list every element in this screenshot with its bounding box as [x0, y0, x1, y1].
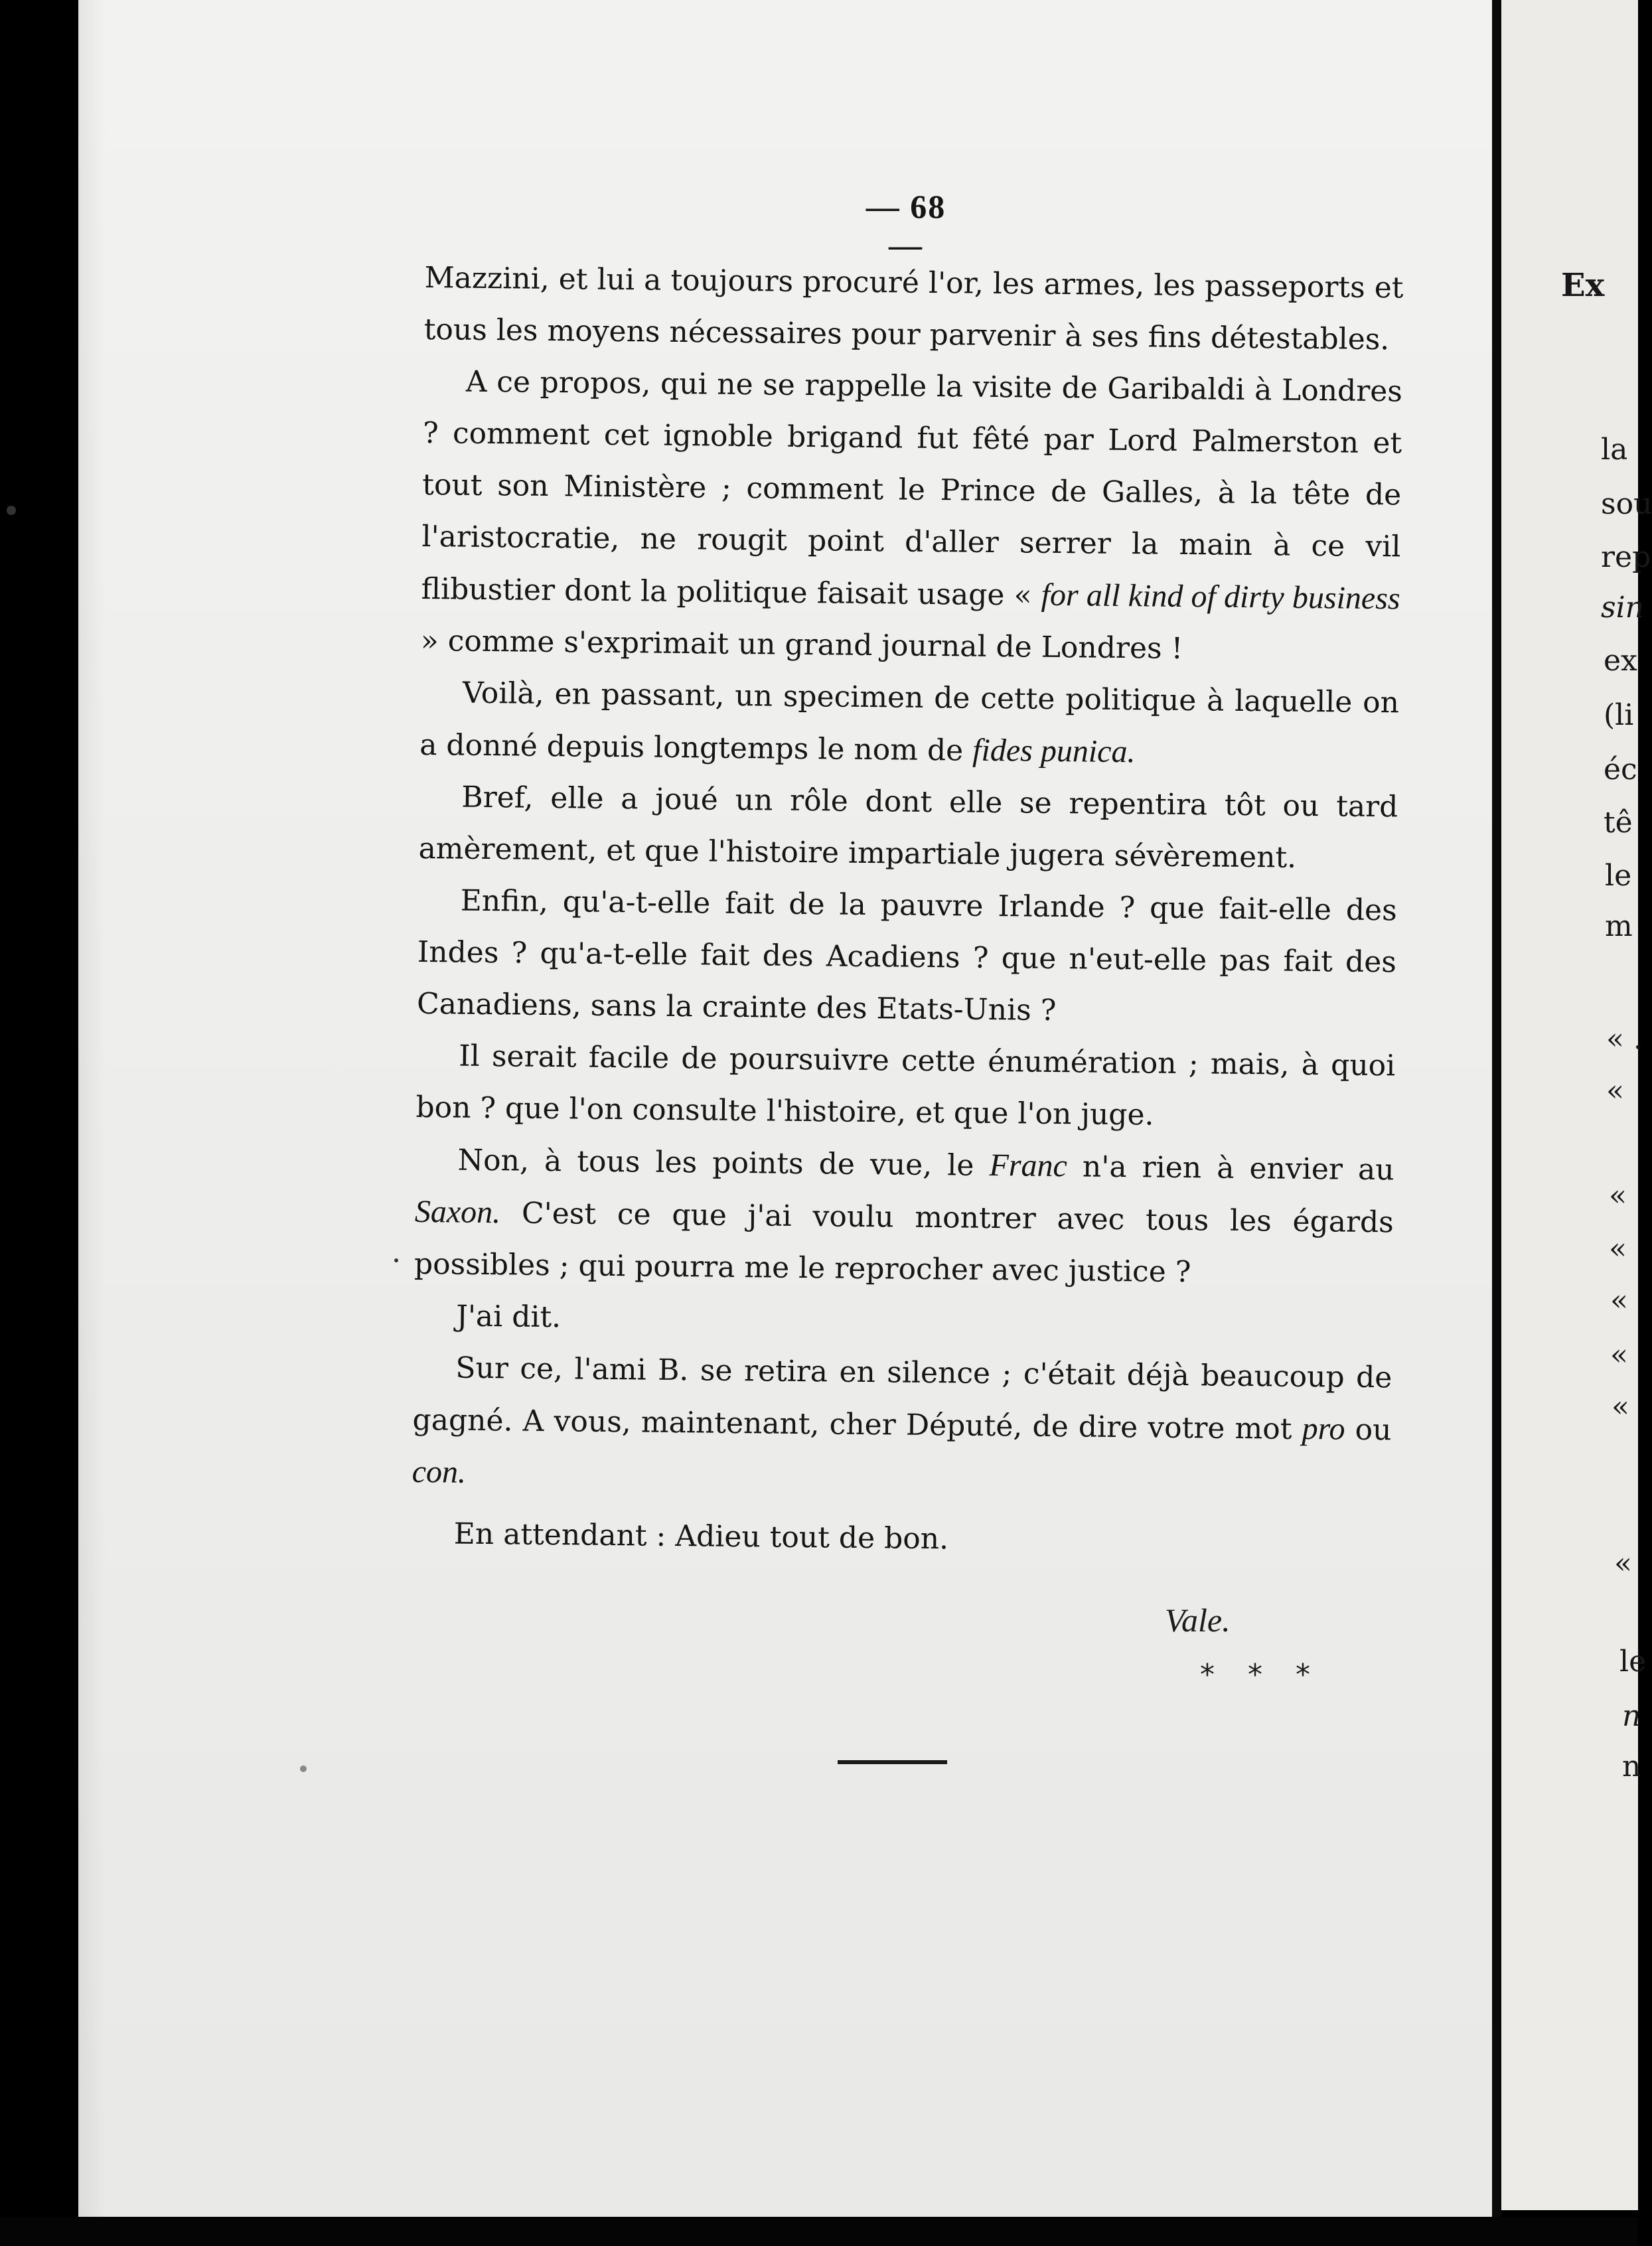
paragraph — [412, 1342, 1392, 1509]
page-gutter — [1492, 0, 1501, 2246]
paragraph: Il serait facile de poursuivre cette énumération ; mais, à quoi bon ? que l'on consulte l'histoire, et que l'on juge. — [415, 1039, 1396, 1132]
paragraph-text: A ce propos, qui ne se rappelle la visite de Garibaldi à Londres ? comment cet ignoble brigand fut fêté par Lord Palmerston et tout son Ministère ; comment le Prince de Galles, à la tête de l'aristocratie, ne rougit point d'aller serrer la main à ce vil flibustier dont la politique faisait usage « — [421, 364, 1403, 613]
next-page-fragment: « — [1609, 1179, 1627, 1213]
italic-phrase: for all kind of dirty business — [1041, 577, 1400, 617]
paragraph: Mazzini, et lui a toujours procuré l'or, les armes, les passeports et tous les moyens nécessaires pour parvenir à ses fins détestables. — [423, 260, 1404, 357]
italic-word: pro — [1302, 1410, 1345, 1447]
next-page-fragment: « — [1614, 1546, 1632, 1580]
end-rule — [838, 1760, 947, 1764]
next-page-fragment: rep — [1601, 540, 1651, 574]
paragraph — [414, 1134, 1394, 1300]
paragraph: J'ai dit. — [455, 1299, 562, 1335]
next-page-fragment: ex — [1604, 644, 1637, 678]
paragraph-text: Sur ce, l'ami B. se retira en silence ; c'était déjà beaucoup de gagné. A vous, maintenant, cher Député, de dire votre mot — [412, 1351, 1392, 1446]
paragraph: En attendant : Adieu tout de bon. — [453, 1517, 949, 1556]
paragraph-text: Voilà, en passant, un specimen de cette politique à laquelle on a donné depuis longtemps le nom de — [419, 676, 1400, 768]
next-page-fragment: n — [1622, 1699, 1641, 1733]
next-page-fragment: « — [1606, 1074, 1624, 1108]
signature: Vale. — [1165, 1602, 1231, 1639]
next-page-fragment: la — [1601, 433, 1628, 467]
paragraph — [420, 356, 1402, 677]
next-page-fragment: le — [1605, 859, 1632, 893]
next-page-fragment: « — [1609, 1232, 1627, 1266]
paragraph: Enfin, qu'a-t-elle fait de la pauvre Irlande ? que fait-elle des Indes ? qu'a-t-elle fait des Acadiens ? que n'eut-elle pas fait des Canadiens, sans la crainte des Etats-Unis ? — [416, 883, 1397, 1028]
next-page-fragment: m — [1605, 909, 1633, 943]
italic-word: Saxon. — [414, 1193, 501, 1231]
next-page-fragment: « — [1610, 1284, 1628, 1317]
paragraph: Bref, elle a joué un rôle dont elle se repentira tôt ou tard amèrement, et que l'histoire impartiale jugera sévèrement. — [418, 780, 1398, 875]
page-number: — 68 — — [865, 188, 946, 263]
next-page-fragment: (li — [1604, 698, 1634, 732]
next-page-fragment: Ex — [1561, 267, 1605, 304]
asterism: * * * — [1200, 1658, 1322, 1692]
paragraph — [419, 667, 1400, 781]
paragraph-text: n'a rien à envier au — [1082, 1150, 1394, 1187]
paragraph-text: ou — [1355, 1412, 1392, 1448]
next-page-fragment: sin — [1601, 591, 1644, 625]
next-page-fragment: éc — [1604, 753, 1637, 786]
paragraph-text: Non, à tous les points de vue, le — [457, 1143, 974, 1183]
next-page-fragment: sou — [1601, 487, 1652, 521]
dust-speck — [394, 1258, 398, 1262]
paragraph-text: C'est ce que j'ai voulu montrer avec tous les égards possibles ; qui pourra me le reprocher avec justice ? — [413, 1196, 1394, 1290]
italic-word: con. — [412, 1454, 467, 1490]
dust-speck — [7, 506, 16, 515]
next-page-fragment: « — [1610, 1338, 1628, 1372]
body-text — [411, 252, 1404, 1570]
next-page-fragment: le — [1619, 1645, 1647, 1679]
dust-speck — [300, 1765, 307, 1772]
italic-word: Franc — [989, 1147, 1068, 1184]
bottom-scan-border — [0, 2217, 1638, 2246]
paragraph-text: » comme s'exprimait un grand journal de Londres ! — [420, 623, 1183, 666]
next-page-fragment: « . — [1606, 1022, 1643, 1056]
next-page-fragment: tê — [1604, 806, 1633, 840]
next-page-fragment: n — [1622, 1750, 1641, 1783]
italic-phrase: fides punica. — [972, 732, 1136, 770]
next-page-fragment: « — [1612, 1390, 1629, 1424]
